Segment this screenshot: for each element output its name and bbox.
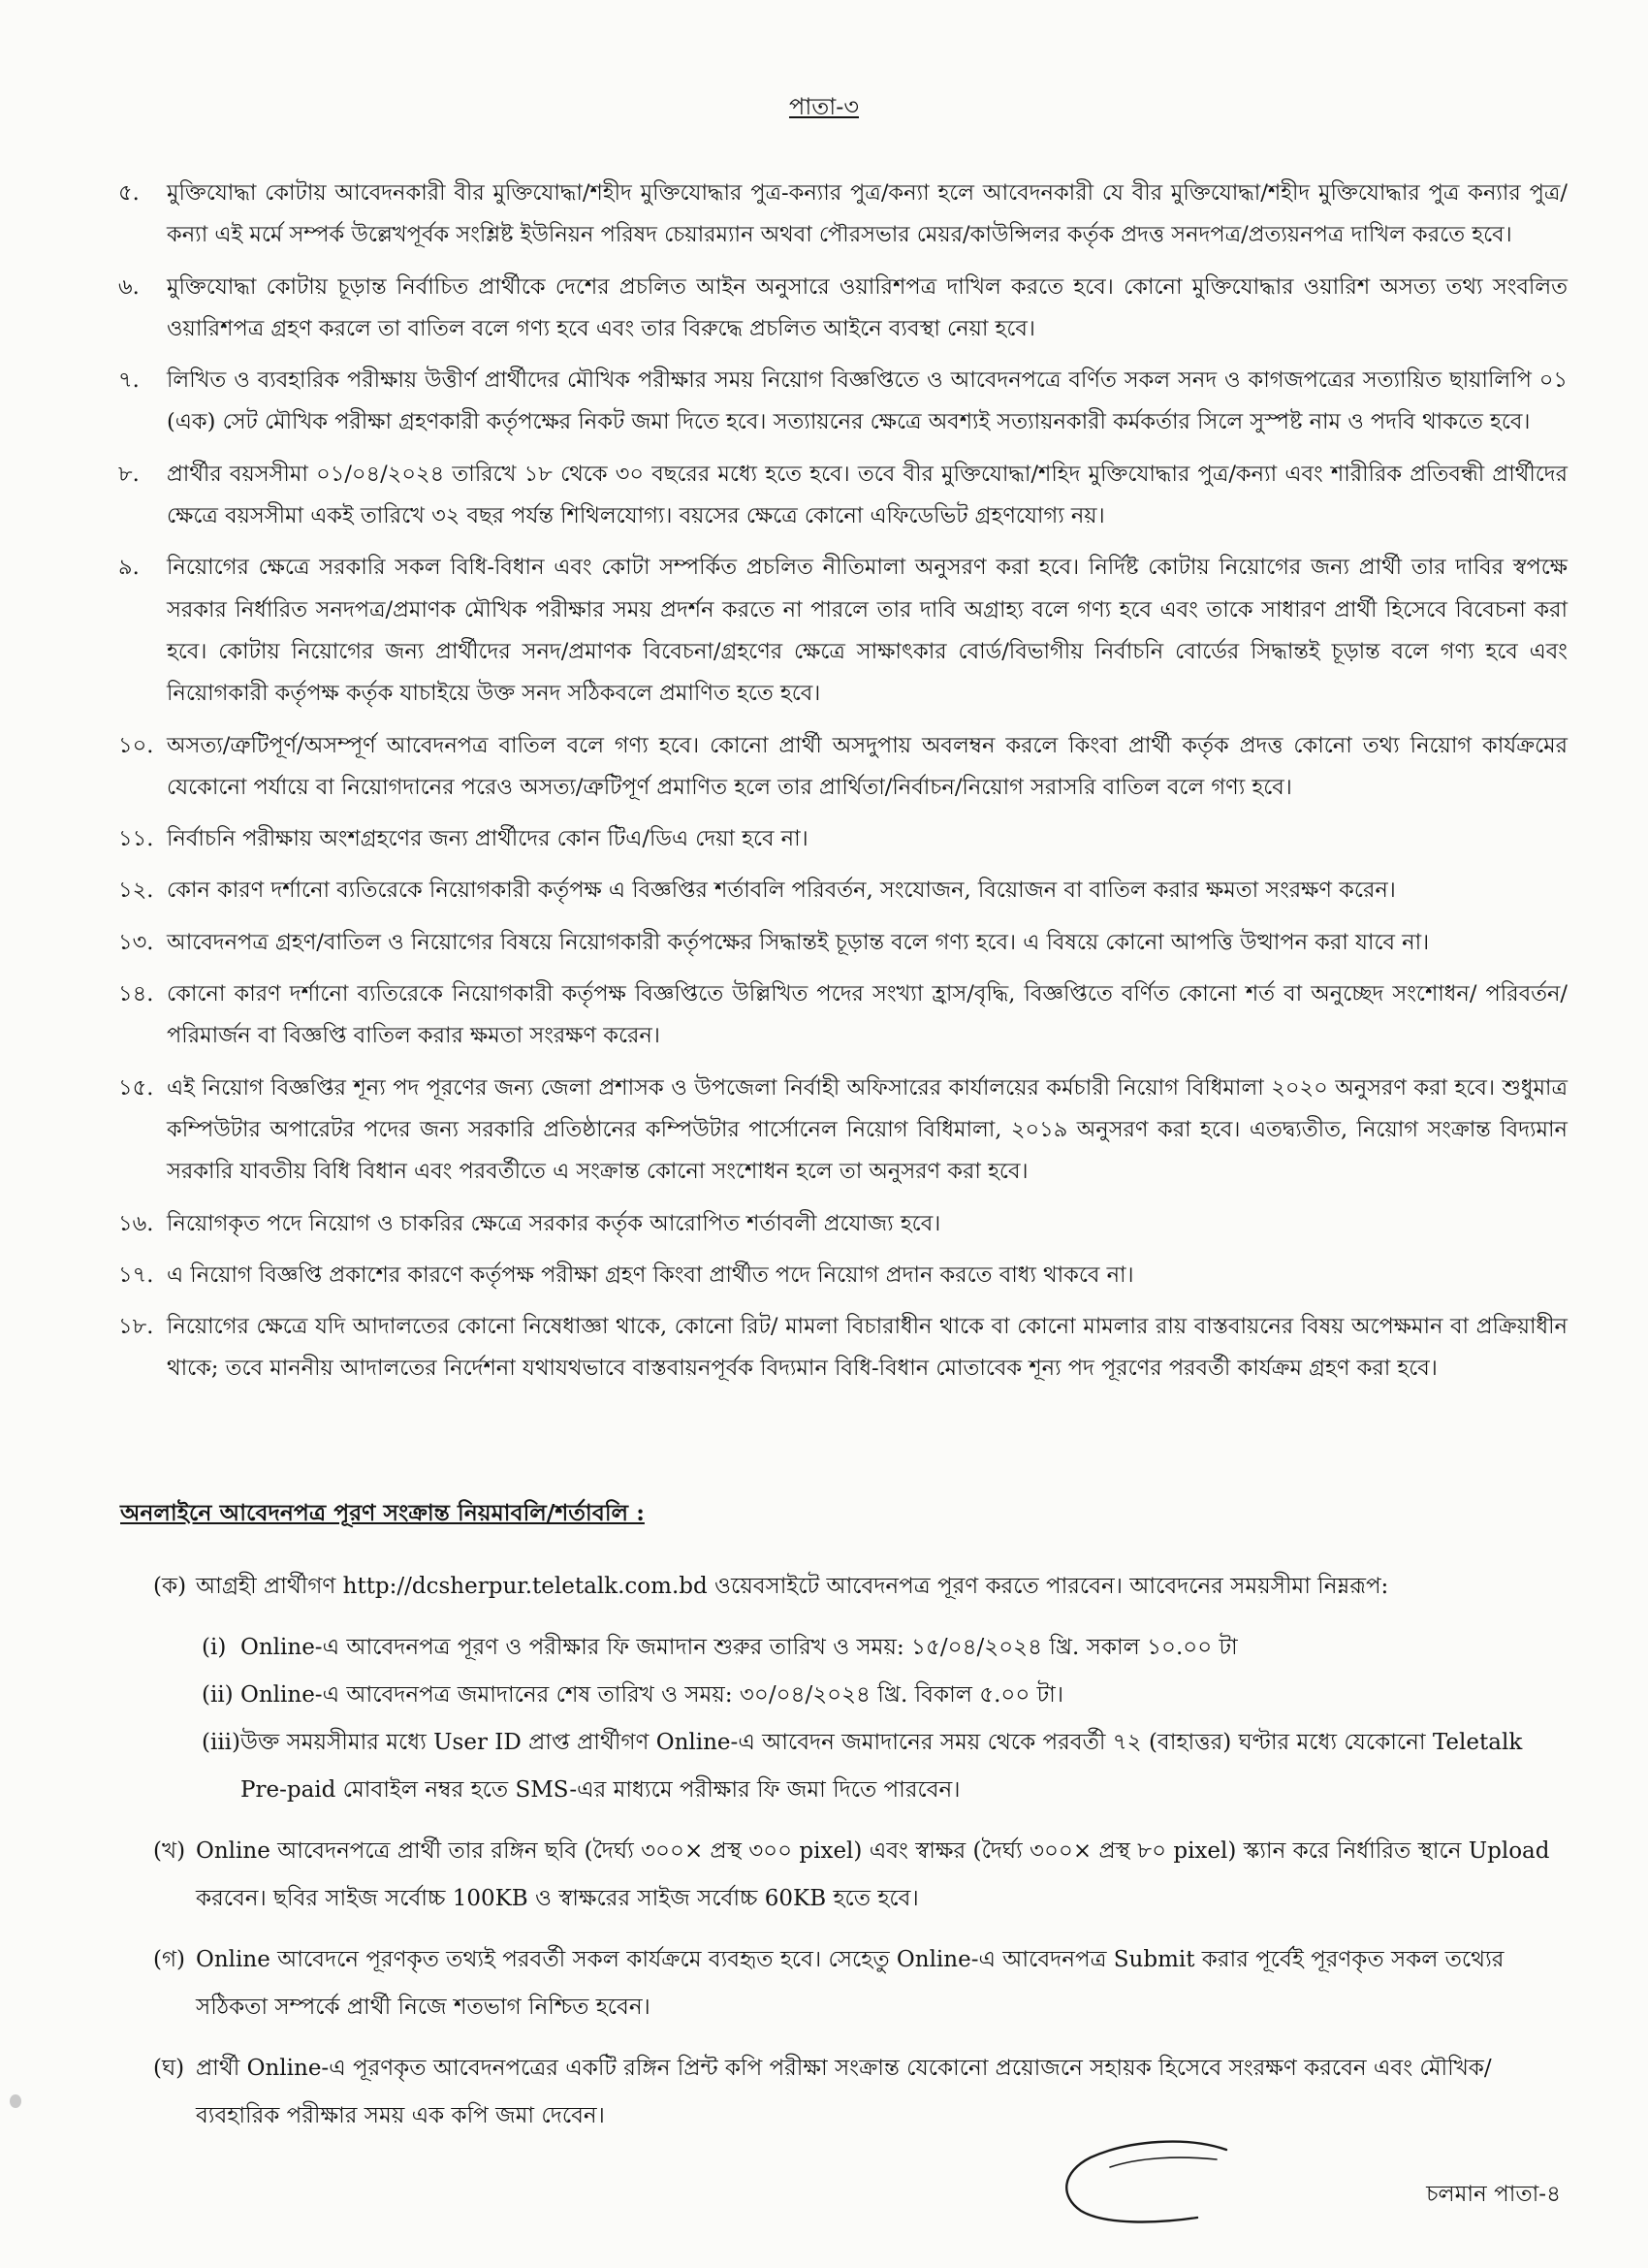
list-item [118,360,1568,444]
list-item [118,1255,1568,1296]
list-item [118,870,1568,911]
item-number: (ক) [153,1574,187,1599]
item-number: ৯. [118,555,140,581]
item-text: মুক্তিযোদ্ধা কোটায় আবেদনকারী বীর মুক্তিযোদ্ধা/শহীদ মুক্তিযোদ্ধার পুত্র-কন্যার পুত্র/কন্যা হলে আবেদনকারী যে বীর মুক্তিযোদ্ধা/শহীদ মুক্তিযোদ্ধার পুত্র কন্যার পুত্র/কন্যা এই মর্মে সম্পর্ক উল্লেখপূর্বক সংশ্লিষ্ট ইউনিয়ন পরিষদ চেয়ারম্যান অথবা পৌরসভার মেয়র/কাউন্সিলর কর্তৃক প্রদত্ত সনদপত্র/প্রত্যয়নপত্র দাখিল করতে হবে। [167,180,1568,248]
item-number: ১৫. [118,1074,154,1101]
sub-list-item [202,1672,1569,1719]
item-number: ১৬. [118,1210,154,1236]
item-number: ১৮. [118,1314,154,1340]
item-text: মুক্তিযোদ্ধা কোটায় চূড়ান্ত নির্বাচিত প্রার্থীকে দেশের প্রচলিত আইন অনুসারে ওয়ারিশপত্র দাখিল করতে হবে। কোনো মুক্তিযোদ্ধার ওয়ারিশ অসত্য তথ্য সংবলিত ওয়ারিশপত্র গ্রহণ করলে তা বাতিল বলে গণ্য হবে এবং তার বিরুদ্ধে প্রচলিত আইনে ব্যবস্থা নেয়া হবে। [167,273,1568,341]
item-text: নির্বাচনি পরীক্ষায় অংশগ্রহণের জন্য প্রার্থীদের কোন টিএ/ডিএ দেয়া হবে না। [167,826,808,852]
item-text: অসত্য/ত্রুটিপূর্ণ/অসম্পূর্ণ আবেদনপত্র বাতিল বলে গণ্য হবে। কোনো প্রার্থী অসদুপায় অবলম্বন করলে কিংবা প্রার্থী কর্তৃক প্রদত্ত কোনো তথ্য নিয়োগ কার্যক্রমের যেকোনো পর্যায়ে বা নিয়োগদানের পরেও অসত্য/ত্রুটিপূর্ণ প্রমাণিত হলে তার প্রার্থিতা/নির্বাচন/নিয়োগ সরাসরি বাতিল বলে গণ্য হবে। [167,732,1568,800]
list-item [118,173,1568,257]
scan-speck [10,2094,21,2108]
list-item [118,725,1568,810]
sub-list-item [202,1624,1569,1672]
item-text: লিখিত ও ব্যবহারিক পরীক্ষায় উত্তীর্ণ প্রার্থীদের মৌখিক পরীক্ষার সময় নিয়োগ বিজ্ঞপ্তিতে ও আবেদনপত্রে বর্ণিত সকল সনদ ও কাগজপত্রের সত্যায়িত ছায়ালিপি ০১ (এক) সেট মৌখিক পরীক্ষা গ্রহণকারী কর্তৃপক্ষের নিকট জমা দিতে হবে। সত্যায়নের ক্ষেত্রে অবশ্যই সত্যায়নকারী কর্মকর্তার সিলে সুস্পষ্ট নাম ও পদবি থাকতে হবে। [167,367,1568,435]
sub-item-number: (ii) [202,1682,234,1708]
item-number: ১৪. [118,981,154,1007]
item-number: ১১. [118,826,154,852]
item-text: এ নিয়োগ বিজ্ঞপ্তি প্রকাশের কারণে কর্তৃপক্ষ পরীক্ষা গ্রহণ কিংবা প্রার্থীত পদে নিয়োগ প্রদান করতে বাধ্য থাকবে না। [167,1262,1134,1288]
list-item [118,267,1568,351]
list-item [153,1563,1569,1611]
list-item [118,1306,1568,1390]
item-text: কোন কারণ দর্শানো ব্যতিরেকে নিয়োগকারী কর্তৃপক্ষ এ বিজ্ঞপ্তির শর্তাবলি পরিবর্তন, সংযোজন, বিয়োজন বা বাতিল করার ক্ষমতা সংরক্ষণ করেন। [167,878,1396,904]
item-text: নিয়োগের ক্ষেত্রে যদি আদালতের কোনো নিষেধাজ্ঞা থাকে, কোনো রিট/ মামলা বিচারাধীন থাকে বা কোনো মামলার রায় বাস্তবায়নের বিষয় অপেক্ষমান বা প্রক্রিয়াধীন থাকে; তবে মাননীয় আদালতের নির্দেশনা যথাযথভাবে বাস্তবায়নপূর্বক বিদ্যমান বিধি-বিধান মোতাবেক শূন্য পদ পূরণের পরবর্তী কার্যক্রম গ্রহণ করা হবে। [167,1314,1568,1382]
sub-item-number: (iii) [202,1730,241,1755]
page-number: পাতা-৩ [789,93,859,120]
item-text: Online আবেদনপত্রে প্রার্থী তার রঙ্গিন ছবি (দৈর্ঘ্য ৩০০× প্রস্থ ৩০০ pixel) এবং স্বাক্ষর (দৈর্ঘ্য ৩০০× প্রস্থ ৮০ pixel) স্ক্যান করে নির্ধারিত স্থানে Upload করবেন। ছবির সাইজ সর্বোচ্চ 100KB ও স্বাক্ষরের সাইজ সর্বোচ্চ 60KB হতে হবে। [196,1838,1550,1911]
item-number: (খ) [153,1838,186,1864]
list-item [118,1203,1568,1245]
item-number: ৬. [118,273,140,300]
list-item [118,1068,1568,1194]
item-number: ৫. [118,180,140,206]
item-number: ৮. [118,461,140,487]
item-number: ১২. [118,878,154,904]
list-item [153,1828,1569,1923]
signature-icon [1052,2128,1275,2235]
item-text: আবেদনপত্র গ্রহণ/বাতিল ও নিয়োগের বিষয়ে নিয়োগকারী কর্তৃপক্ষের সিদ্ধান্তই চূড়ান্ত বলে গণ্য হবে। এ বিষয়ে কোনো আপত্তি উত্থাপন করা যাবে না। [167,929,1430,955]
sub-list-item [202,1719,1569,1814]
item-text: নিয়োগকৃত পদে নিয়োগ ও চাকরির ক্ষেত্রে সরকার কর্তৃক আরোপিত শর্তাবলী প্রযোজ্য হবে। [167,1210,941,1236]
item-text: আগ্রহী প্রার্থীগণ http://dcsherpur.teletalk.com.bd ওয়েবসাইটে আবেদনপত্র পূরণ করতে পারবেন। আবেদনের সময়সীমা নিম্নরূপ: [196,1574,1389,1599]
item-text: Online আবেদনে পূরণকৃত তথ্যই পরবর্তী সকল কার্যক্রমে ব্যবহৃত হবে। সেহেতু Online-এ আবেদনপত্র Submit করার পূর্বেই পূরণকৃত সকল তথ্যের সঠিকতা সম্পর্কে প্রার্থী নিজে শতভাগ নিশ্চিত হবেন। [196,1947,1505,2020]
list-item [118,922,1568,964]
conditions-list [118,173,1568,1439]
item-text: প্রার্থীর বয়সসীমা ০১/০৪/২০২৪ তারিখে ১৮ থেকে ৩০ বছরের মধ্যে হতে হবে। তবে বীর মুক্তিযোদ্ধা/শহিদ মুক্তিযোদ্ধার পুত্র/কন্যা এবং শারীরিক প্রতিবন্ধী প্রার্থীদের ক্ষেত্রে বয়সসীমা একই তারিখে ৩২ বছর পর্যন্ত শিথিলযোগ্য। বয়সের ক্ষেত্রে কোনো এফিডেভিট গ্রহণযোগ্য নয়। [167,461,1568,529]
sub-item-text: উক্ত সময়সীমার মধ্যে User ID প্রাপ্ত প্রার্থীগণ Online-এ আবেদন জমাদানের সময় থেকে পরবর্তী ৭২ (বাহাত্তর) ঘণ্টার মধ্যে যেকোনো Teletalk Pre-paid মোবাইল নম্বর হতে SMS-এর মাধ্যমে পরীক্ষার ফি জমা দিতে পারবেন। [240,1730,1523,1803]
item-number: (গ) [153,1947,186,1972]
item-text: প্রার্থী Online-এ পূরণকৃত আবেদনপত্রের একটি রঙ্গিন প্রিন্ট কপি পরীক্ষা সংক্রান্ত যেকোনো প্রয়োজনে সহায়ক হিসেবে সংরক্ষণ করবেন এবং মৌখিক/ব্যবহারিক পরীক্ষার সময় এক কপি জমা দেবেন। [196,2056,1492,2128]
list-item [118,974,1568,1058]
list-item [118,454,1568,538]
online-conditions-list [153,1563,1569,2154]
sub-item-text: Online-এ আবেদনপত্র পূরণ ও পরীক্ষার ফি জমাদান শুরুর তারিখ ও সময়: ১৫/০৪/২০২৪ খ্রি. সকাল ১০.০০ টা [240,1635,1238,1660]
list-item [118,547,1568,715]
item-number: (ঘ) [153,2056,185,2081]
list-item [153,2045,1569,2140]
sub-item-text: Online-এ আবেদনপত্র জমাদানের শেষ তারিখ ও সময়: ৩০/০৪/২০২৪ খ্রি. বিকাল ৫.০০ টা। [240,1682,1064,1708]
item-number: ১৭. [118,1262,154,1288]
item-number: ১৩. [118,929,154,955]
item-number: ১০. [118,732,154,758]
sub-item-number: (i) [202,1635,227,1660]
item-text: এই নিয়োগ বিজ্ঞপ্তির শূন্য পদ পূরণের জন্য জেলা প্রশাসক ও উপজেলা নির্বাহী অফিসারের কার্যালয়ের কর্মচারী নিয়োগ বিধিমালা ২০২০ অনুসরণ করা হবে। শুধুমাত্র কম্পিউটার অপারেটর পদের জন্য সরকারি প্রতিষ্ঠানের কম্পিউটার পার্সোনেল নিয়োগ বিধিমালা, ২০১৯ অনুসরণ করা হবে। এতদ্ব্যতীত, নিয়োগ সংক্রান্ত বিদ্যমান সরকারি যাবতীয় বিধি বিধান এবং পরবর্তীতে এ সংক্রান্ত কোনো সংশোধন হলে তা অনুসরণ করা হবে। [167,1074,1568,1185]
item-text: কোনো কারণ দর্শানো ব্যতিরেকে নিয়োগকারী কর্তৃপক্ষ বিজ্ঞপ্তিতে উল্লিখিত পদের সংখ্যা হ্রাস/বৃদ্ধি, বিজ্ঞপ্তিতে বর্ণিত কোনো শর্ত বা অনুচ্ছেদ সংশোধন/ পরিবর্তন/পরিমার্জন বা বিজ্ঞপ্তি বাতিল করার ক্ষমতা সংরক্ষণ করেন। [167,981,1568,1049]
list-item [153,1936,1569,2031]
item-text: নিয়োগের ক্ষেত্রে সরকারি সকল বিধি-বিধান এবং কোটা সম্পর্কিত প্রচলিত নীতিমালা অনুসরণ করা হবে। নির্দিষ্ট কোটায় নিয়োগের জন্য প্রার্থী তার দাবির স্বপক্ষে সরকার নির্ধারিত সনদপত্র/প্রমাণক মৌখিক পরীক্ষার সময় প্রদর্শন করতে না পারলে তার দাবি অগ্রাহ্য বলে গণ্য হবে এবং তাকে সাধারণ প্রার্থী হিসেবে বিবেচনা করা হবে। কোটায় নিয়োগের জন্য প্রার্থীদের সনদ/প্রমাণক বিবেচনা/গ্রহণের ক্ষেত্রে সাক্ষাৎকার বোর্ড/বিভাগীয় নির্বাচনি বোর্ডের সিদ্ধান্তই চূড়ান্ত বলে গণ্য হবে এবং নিয়োগকারী কর্তৃপক্ষ কর্তৃক যাচাইয়ে উক্ত সনদ সঠিকবলে প্রমাণিত হতে হবে। [167,555,1568,707]
online-section-heading: অনলাইনে আবেদনপত্র পূরণ সংক্রান্ত নিয়মাবলি/শর্তাবলি : [120,1499,645,1526]
list-item [118,818,1568,860]
item-number: ৭. [118,367,140,394]
continued-page-note: চলমান পাতা-৪ [1426,2182,1561,2207]
